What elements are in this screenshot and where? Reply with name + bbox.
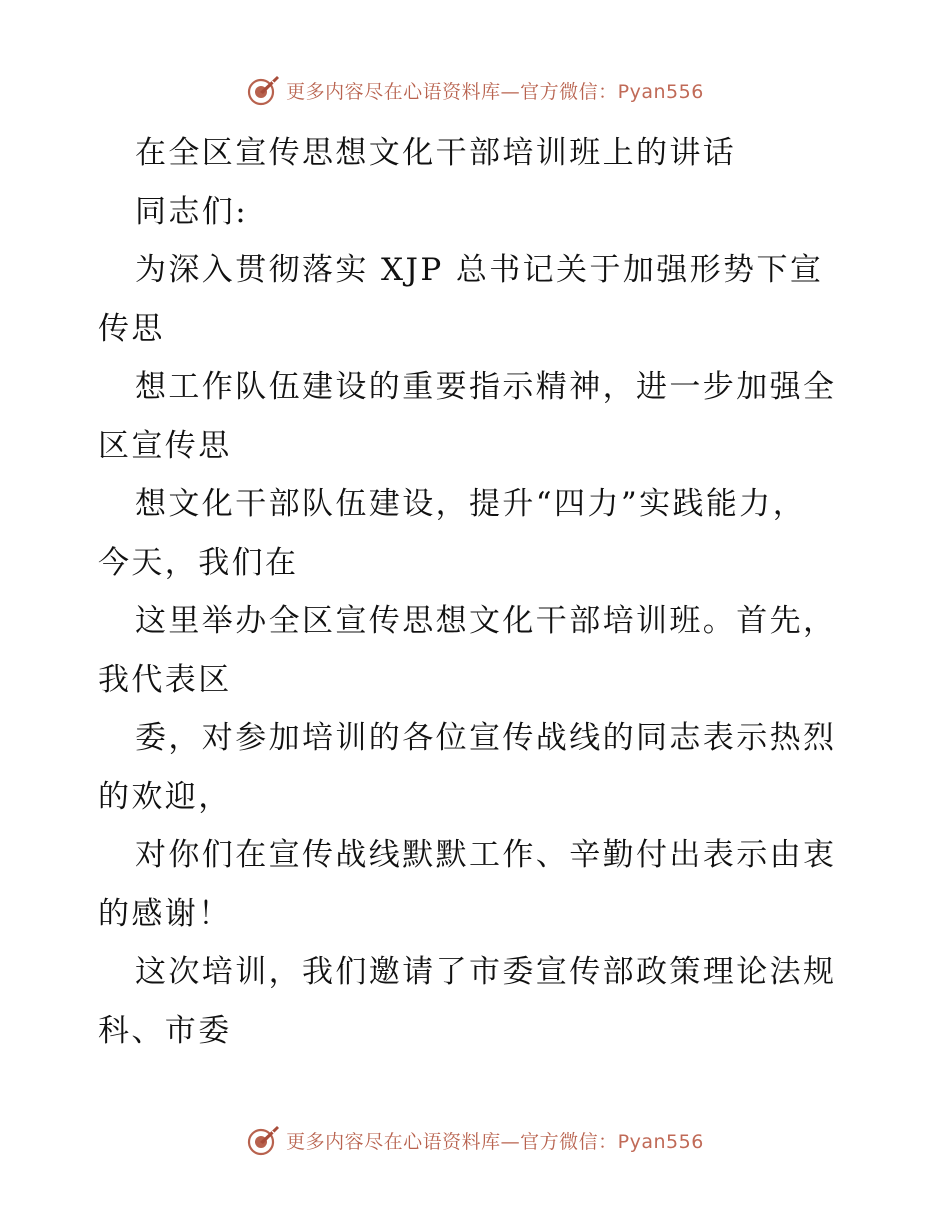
document-title: 在全区宣传思想文化干部培训班上的讲话 — [135, 135, 737, 171]
watermark-text: 更多内容尽在心语资料库—官方微信：Pyan556 — [286, 80, 704, 103]
text-line: 这里举办全区宣传思想文化干部培训班。首先， — [135, 603, 837, 639]
watermark-handle: Pyan556 — [617, 80, 704, 103]
quill-pen-logo-icon — [246, 73, 280, 107]
text-line: 传思 — [98, 310, 165, 347]
text-line: 委，对参加培训的各位宣传战线的同志表示热烈 — [135, 720, 837, 756]
text-line: 对你们在宣传战线默默工作、辛勤付出表示由衷 — [135, 837, 837, 873]
text-line: 我代表区 — [98, 661, 232, 698]
text-line: 为深入贯彻落实 XJP 总书记关于加强形势下宣 — [135, 252, 824, 288]
header-watermark — [0, 70, 950, 110]
text-line: 今天，我们在 — [98, 544, 299, 581]
watermark-handle: Pyan556 — [617, 1130, 704, 1153]
text-line: 的欢迎， — [98, 778, 232, 815]
text-line: 同志们: — [135, 193, 249, 230]
footer-watermark — [0, 1120, 950, 1160]
watermark-text: 更多内容尽在心语资料库—官方微信：Pyan556 — [286, 1130, 704, 1153]
text-line: 区宣传思 — [98, 427, 232, 464]
text-line: 科、市委 — [98, 1012, 232, 1049]
text-line: 这次培训，我们邀请了市委宣传部政策理论法规 — [135, 954, 837, 990]
document-body — [98, 124, 858, 1060]
text-line: 想文化干部队伍建设，提升“四力”实践能力， — [135, 486, 807, 522]
text-line: 的感谢！ — [98, 895, 232, 932]
text-line: 想工作队伍建设的重要指示精神，进一步加强全 — [135, 369, 837, 405]
quill-pen-logo-icon — [246, 1123, 280, 1157]
